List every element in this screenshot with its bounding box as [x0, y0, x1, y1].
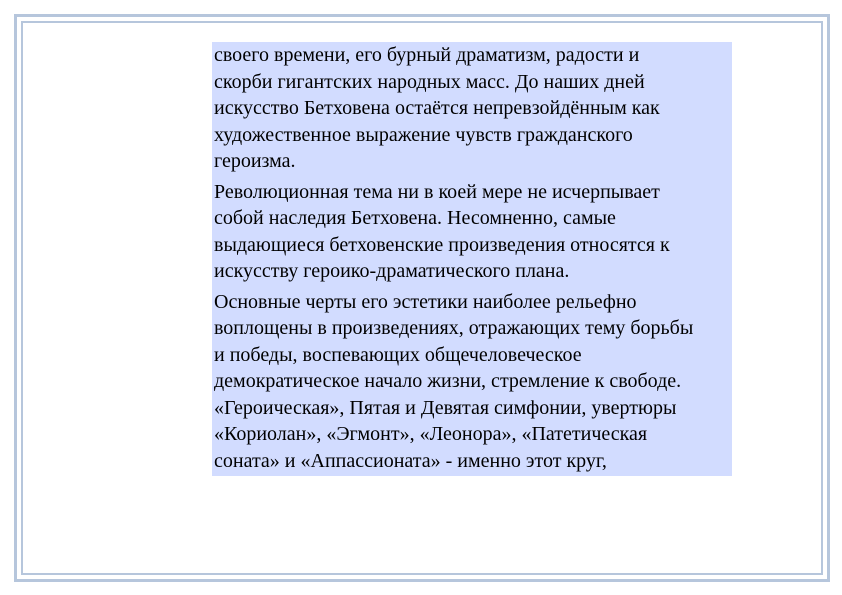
paragraph-1: своего времени, его бурный драматизм, радости и скорби гигантских народных масс. До наших дней искусство Бетховена остаётся непревзойдённым как художественное выражение чувств гражданского героизма.	[214, 44, 660, 172]
text-block	[212, 42, 732, 476]
paragraph-3: Основные черты его эстетики наиболее рельефно воплощены в произведениях, отражающих тему борьбы и победы, воспевающих общечеловеческое демократическое начало жизни, стремление к свободе. «Героическая», Пятая и Девятая симфонии, увертюры «Кориолан», «Эгмонт», «Леонора», «Патетическая соната» и «Аппассионата» - именно этот круг,	[214, 290, 694, 472]
paragraph-2: Революционная тема ни в коей мере не исчерпывает собой наследия Бетховена. Несомненно, самые выдающиеся бетховенские произведения относятся к искусству героико-драматического плана.	[214, 180, 670, 282]
